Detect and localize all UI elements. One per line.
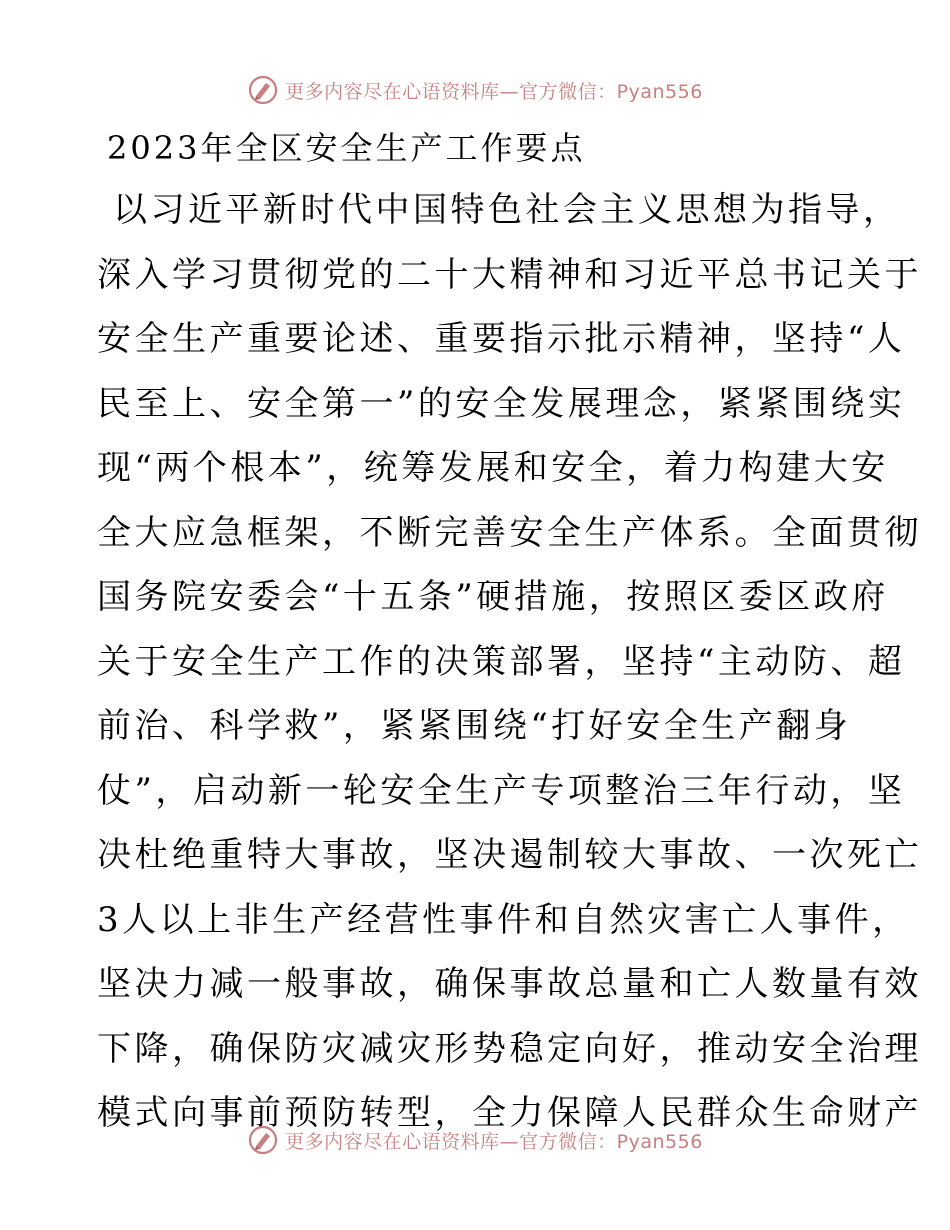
watermark-text: 更多内容尽在心语资料库—官方微信：Pyan556 — [285, 80, 703, 103]
body-line: 模式向事前预防转型，全力保障人民群众生命财产 — [97, 1093, 922, 1133]
body-line: 安全生产重要论述、重要指示批示精神，坚持“人 — [97, 319, 906, 359]
body-line: 全大应急框架，不断完善安全生产体系。全面贯彻 — [97, 512, 922, 553]
document-title: 2023年全区安全生产工作要点 — [107, 129, 586, 167]
body-line: 3人以上非生产经营性事件和自然灾害亡人事件， — [97, 899, 910, 940]
pen-logo-icon — [247, 74, 279, 106]
document-body — [97, 178, 922, 1146]
body-line: 关于安全生产工作的决策部署，坚持“主动防、超 — [97, 641, 906, 682]
body-line: 坚决力减一般事故，确保事故总量和亡人数量有效 — [97, 964, 922, 1004]
body-line: 决杜绝重特大事故，坚决遏制较大事故、一次死亡 — [97, 835, 922, 875]
footer-watermark — [0, 1120, 950, 1160]
header-watermark — [0, 70, 950, 110]
pen-logo-icon — [247, 1124, 279, 1156]
body-line: 民至上、安全第一”的安全发展理念，紧紧围绕实 — [97, 383, 906, 424]
body-line: 以习近平新时代中国特色社会主义思想为指导， — [113, 190, 901, 230]
watermark-text: 更多内容尽在心语资料库—官方微信：Pyan556 — [285, 1130, 703, 1153]
body-line: 现“两个根本”，统筹发展和安全，着力构建大安 — [97, 448, 889, 488]
body-line: 前治、科学救”，紧紧围绕“打好安全生产翻身 — [97, 706, 852, 746]
body-line: 深入学习贯彻党的二十大精神和习近平总书记关于 — [97, 254, 922, 295]
body-line: 下降，确保防灾减灾形势稳定向好，推动安全治理 — [97, 1028, 922, 1069]
body-line: 国务院安委会“十五条”硬措施，按照区委区政府 — [97, 577, 889, 617]
body-line: 仗”，启动新一轮安全生产专项整治三年行动，坚 — [97, 770, 906, 811]
